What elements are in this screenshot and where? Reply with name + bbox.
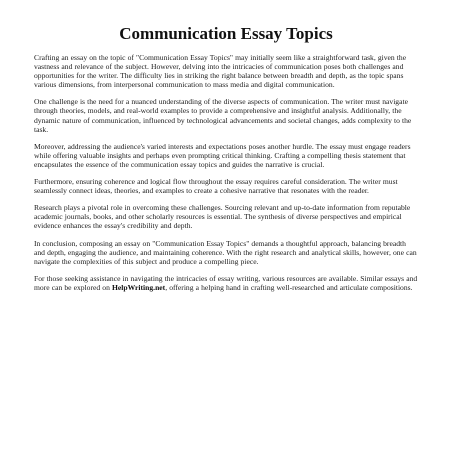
paragraph-challenge: One challenge is the need for a nuanced understanding of the diverse aspects of communication. The writer must navigate through theories, models, and real-world examples to provide a comprehensive and insightful analysis. Additionally, the dynamic nature of communication, influenced by technological advancements and societal changes, adds complexity to the task.: [34, 97, 412, 134]
brand-name: HelpWriting.net: [111, 282, 166, 292]
paragraph-coherence: Furthermore, ensuring coherence and logical flow throughout the essay requires careful consideration. The writer must seamlessly connect ideas, theories, and examples to create a cohesive narrative that resonates with the reader.: [34, 177, 398, 196]
paragraph-intro: Crafting an essay on the topic of "Communication Essay Topics" may initially seem like a straightforward task, given the vastness and relevance of the subject. However, delving into the intricacies of communication poses both challenges and opportunities for the writer. The difficulty lies in striking the right balance between breadth and depth, as the topic spans various dimensions, from interpersonal communication to mass media and digital communication.: [34, 53, 407, 90]
paragraph-research: Research plays a pivotal role in overcoming these challenges. Sourcing relevant and up-to-date information from reputable academic journals, books, and other scholarly resources is essential. The synthesis of diverse perspectives and empirical evidence enhances the essay's credibility and depth.: [34, 203, 411, 231]
page-title: Communication Essay Topics: [119, 24, 333, 43]
paragraph-audience: Moreover, addressing the audience's varied interests and expectations poses another hurdle. The essay must engage readers while offering valuable insights and perhaps even prompting critical thinking. Crafting a compelling thesis statement that encapsulates the essence of the communication essay topics and guides the narrative is crucial.: [34, 141, 411, 169]
closing-text-before: For those seeking assistance in navigating the intricacies of essay writing, various resources are available. Similar essays and more can be explored on: [34, 273, 418, 292]
paragraph-conclusion: In conclusion, composing an essay on "Communication Essay Topics" demands a thoughtful approach, balancing breadth and depth, engaging the audience, and maintaining coherence. With the right research and analytical skills, however, one can navigate the complexities of this subject and produce a compelling piece.: [34, 238, 417, 266]
closing-text-after: , offering a helping hand in crafting well-researched and articulate compositions.: [165, 282, 413, 292]
paragraph-closing: [34, 274, 418, 292]
